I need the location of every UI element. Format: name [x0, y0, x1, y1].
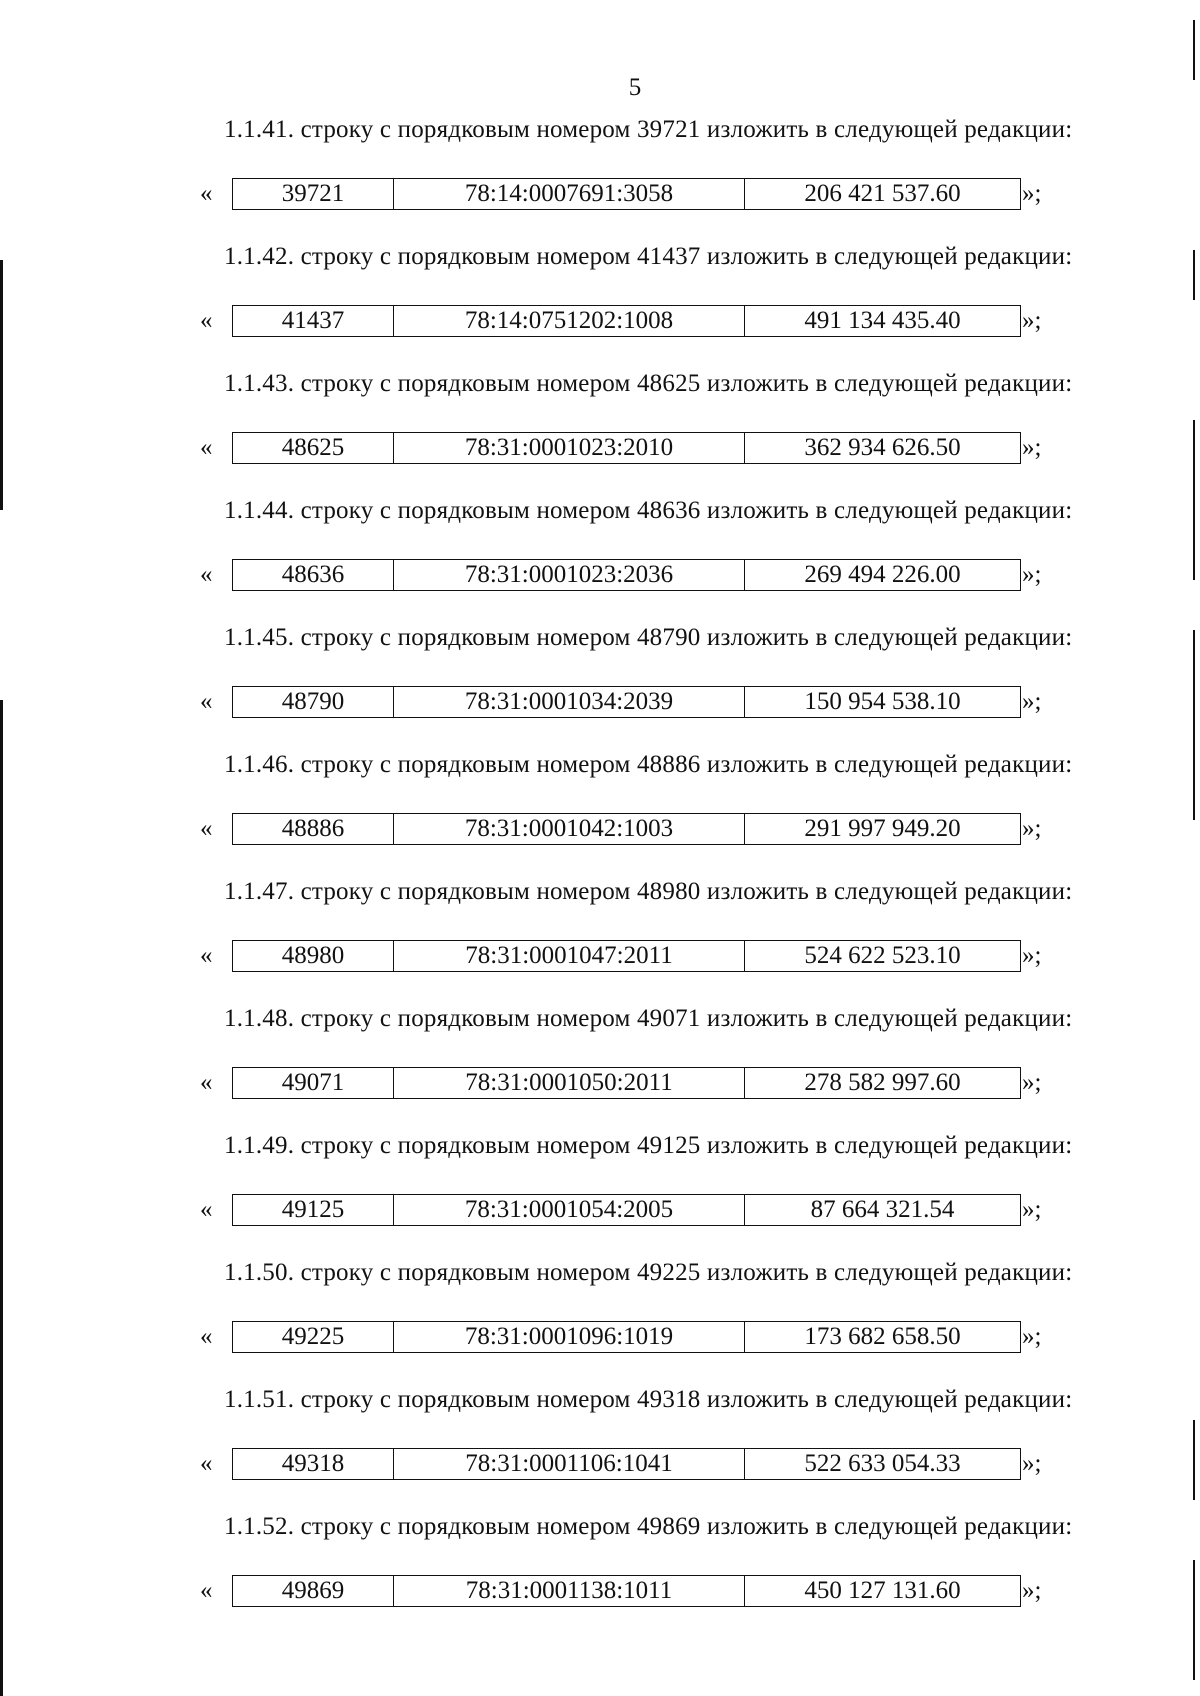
cadastral-number-cell: 78:31:0001034:2039 — [394, 687, 745, 718]
amendment-text: 1.1.49. строку с порядковым номером 49125 изложить в следующей редакции: — [224, 1132, 1073, 1159]
closing-quote: »; — [1022, 1323, 1042, 1350]
row-number-cell: 39721 — [233, 179, 394, 210]
closing-quote: »; — [1022, 688, 1042, 715]
amendment-text: 1.1.50. строку с порядковым номером 49225 изложить в следующей редакции: — [224, 1259, 1073, 1286]
row-number-cell: 48980 — [233, 941, 394, 972]
cadastral-number-cell: 78:31:0001050:2011 — [394, 1068, 745, 1099]
amendment-item — [0, 497, 1200, 624]
amendment-item — [0, 116, 1200, 243]
cadastral-number-cell: 78:31:0001138:1011 — [394, 1576, 745, 1607]
row-table — [232, 305, 1021, 337]
opening-quote: « — [200, 434, 213, 461]
cadastral-value-cell: 524 622 523.10 — [745, 941, 1021, 972]
cadastral-number-cell: 78:31:0001023:2036 — [394, 560, 745, 591]
closing-quote: »; — [1022, 815, 1042, 842]
opening-quote: « — [200, 815, 213, 842]
amendment-text: 1.1.48. строку с порядковым номером 49071 изложить в следующей редакции: — [224, 1005, 1073, 1032]
closing-quote: »; — [1022, 1450, 1042, 1477]
amendment-item — [0, 1513, 1200, 1640]
amendment-item — [0, 1132, 1200, 1259]
cadastral-number-cell: 78:31:0001096:1019 — [394, 1322, 745, 1353]
scan-edge-mark — [1193, 1420, 1195, 1500]
amendment-text: 1.1.46. строку с порядковым номером 48886 изложить в следующей редакции: — [224, 751, 1073, 778]
cadastral-value-cell: 522 633 054.33 — [745, 1449, 1021, 1480]
amendment-item — [0, 1005, 1200, 1132]
amendment-text: 1.1.44. строку с порядковым номером 48636 изложить в следующей редакции: — [224, 497, 1073, 524]
row-table — [232, 813, 1021, 845]
amendment-list — [0, 116, 1200, 1640]
closing-quote: »; — [1022, 434, 1042, 461]
cadastral-value-cell: 206 421 537.60 — [745, 179, 1021, 210]
amendment-item — [0, 1386, 1200, 1513]
cadastral-value-cell: 491 134 435.40 — [745, 306, 1021, 337]
closing-quote: »; — [1022, 307, 1042, 334]
row-table — [232, 1067, 1021, 1099]
opening-quote: « — [200, 1450, 213, 1477]
amendment-text: 1.1.43. строку с порядковым номером 48625 изложить в следующей редакции: — [224, 370, 1073, 397]
row-number-cell: 41437 — [233, 306, 394, 337]
amendment-text: 1.1.47. строку с порядковым номером 48980 изложить в следующей редакции: — [224, 878, 1073, 905]
row-number-cell: 48636 — [233, 560, 394, 591]
quoted-row — [200, 1321, 1060, 1355]
row-table — [232, 432, 1021, 464]
closing-quote: »; — [1022, 942, 1042, 969]
scan-edge-mark — [1193, 20, 1195, 80]
amendment-item — [0, 243, 1200, 370]
opening-quote: « — [200, 688, 213, 715]
cadastral-value-cell: 87 664 321.54 — [745, 1195, 1021, 1226]
row-table — [232, 1575, 1021, 1607]
quoted-row — [200, 686, 1060, 720]
row-number-cell: 49071 — [233, 1068, 394, 1099]
quoted-row — [200, 559, 1060, 593]
opening-quote: « — [200, 561, 213, 588]
row-table — [232, 178, 1021, 210]
cadastral-number-cell: 78:14:0751202:1008 — [394, 306, 745, 337]
scan-edge-mark — [0, 260, 3, 510]
amendment-item — [0, 1259, 1200, 1386]
row-table — [232, 686, 1021, 718]
amendment-text: 1.1.52. строку с порядковым номером 49869 изложить в следующей редакции: — [224, 1513, 1073, 1540]
opening-quote: « — [200, 1196, 213, 1223]
scan-edge-mark — [1193, 420, 1195, 580]
quoted-row — [200, 432, 1060, 466]
row-number-cell: 49869 — [233, 1576, 394, 1607]
closing-quote: »; — [1022, 561, 1042, 588]
amendment-item — [0, 370, 1200, 497]
row-table — [232, 1321, 1021, 1353]
quoted-row — [200, 813, 1060, 847]
row-number-cell: 49225 — [233, 1322, 394, 1353]
quoted-row — [200, 940, 1060, 974]
opening-quote: « — [200, 1069, 213, 1096]
row-table — [232, 940, 1021, 972]
cadastral-value-cell: 173 682 658.50 — [745, 1322, 1021, 1353]
closing-quote: »; — [1022, 1069, 1042, 1096]
amendment-text: 1.1.42. строку с порядковым номером 41437 изложить в следующей редакции: — [224, 243, 1073, 270]
page-number: 5 — [628, 74, 642, 101]
row-table — [232, 1448, 1021, 1480]
closing-quote: »; — [1022, 1196, 1042, 1223]
amendment-text: 1.1.45. строку с порядковым номером 48790 изложить в следующей редакции: — [224, 624, 1073, 651]
amendment-text: 1.1.51. строку с порядковым номером 49318 изложить в следующей редакции: — [224, 1386, 1073, 1413]
quoted-row — [200, 1448, 1060, 1482]
scan-edge-mark — [0, 700, 3, 1696]
opening-quote: « — [200, 307, 213, 334]
cadastral-value-cell: 450 127 131.60 — [745, 1576, 1021, 1607]
opening-quote: « — [200, 942, 213, 969]
row-number-cell: 48790 — [233, 687, 394, 718]
row-number-cell: 49125 — [233, 1195, 394, 1226]
cadastral-value-cell: 269 494 226.00 — [745, 560, 1021, 591]
cadastral-number-cell: 78:31:0001047:2011 — [394, 941, 745, 972]
amendment-item — [0, 878, 1200, 1005]
cadastral-number-cell: 78:31:0001042:1003 — [394, 814, 745, 845]
closing-quote: »; — [1022, 1577, 1042, 1604]
cadastral-value-cell: 278 582 997.60 — [745, 1068, 1021, 1099]
amendment-text: 1.1.41. строку с порядковым номером 39721 изложить в следующей редакции: — [224, 116, 1073, 143]
row-number-cell: 48886 — [233, 814, 394, 845]
amendment-item — [0, 624, 1200, 751]
row-table — [232, 559, 1021, 591]
quoted-row — [200, 305, 1060, 339]
cadastral-number-cell: 78:31:0001023:2010 — [394, 433, 745, 464]
scan-edge-mark — [1193, 1560, 1195, 1680]
quoted-row — [200, 1194, 1060, 1228]
cadastral-value-cell: 291 997 949.20 — [745, 814, 1021, 845]
cadastral-value-cell: 150 954 538.10 — [745, 687, 1021, 718]
opening-quote: « — [200, 180, 213, 207]
row-table — [232, 1194, 1021, 1226]
opening-quote: « — [200, 1323, 213, 1350]
closing-quote: »; — [1022, 180, 1042, 207]
quoted-row — [200, 1575, 1060, 1609]
quoted-row — [200, 1067, 1060, 1101]
cadastral-number-cell: 78:31:0001054:2005 — [394, 1195, 745, 1226]
scan-edge-mark — [1193, 630, 1195, 820]
cadastral-number-cell: 78:31:0001106:1041 — [394, 1449, 745, 1480]
amendment-item — [0, 751, 1200, 878]
row-number-cell: 48625 — [233, 433, 394, 464]
scan-edge-mark — [1193, 250, 1195, 300]
cadastral-value-cell: 362 934 626.50 — [745, 433, 1021, 464]
opening-quote: « — [200, 1577, 213, 1604]
quoted-row — [200, 178, 1060, 212]
cadastral-number-cell: 78:14:0007691:3058 — [394, 179, 745, 210]
row-number-cell: 49318 — [233, 1449, 394, 1480]
